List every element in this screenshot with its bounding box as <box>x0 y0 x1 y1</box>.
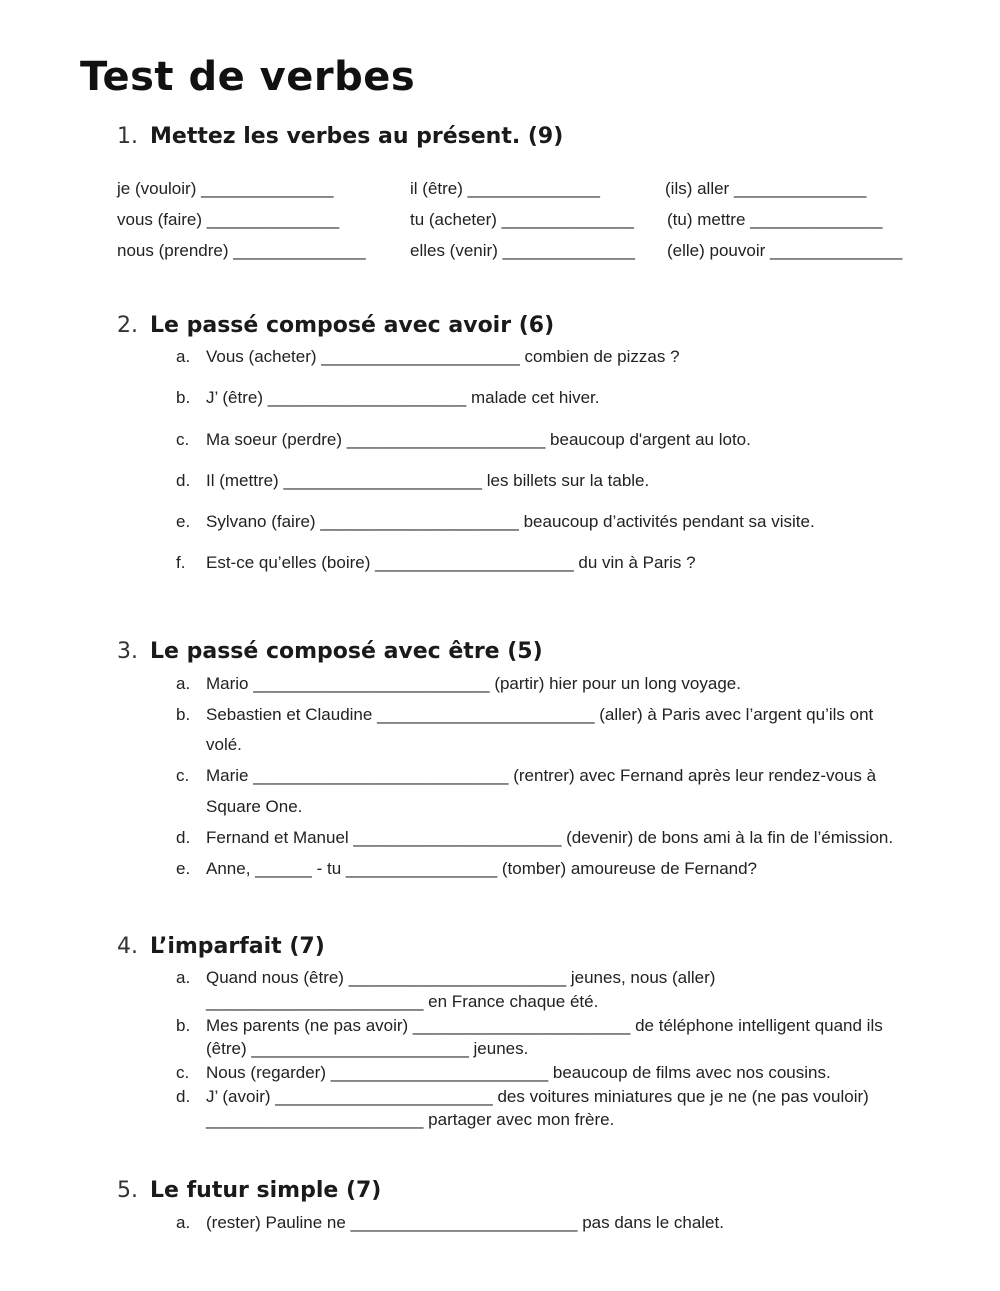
item-text: Anne, ______ - tu ________________ (tomber) amoureuse de Fernand? <box>206 859 758 878</box>
item-letter: a. <box>176 1213 191 1232</box>
item-text: Vous (acheter) _____________________ combien de pizzas ? <box>206 347 680 366</box>
exercise-1-item: (ils) aller ______________ <box>665 179 867 198</box>
item-letter: e. <box>176 859 191 878</box>
item-text: Mes parents (ne pas avoir) _______________________ de téléphone intelligent quand ils <box>206 1016 883 1035</box>
list-item <box>176 828 893 848</box>
section-number: 2. <box>117 313 138 338</box>
item-text: Quand nous (être) _______________________ jeunes, nous (aller) <box>206 968 716 987</box>
list-item <box>176 766 876 786</box>
item-letter: d. <box>176 471 191 490</box>
section-4-heading <box>117 934 325 959</box>
exercise-1-item: je (vouloir) ______________ <box>117 179 334 198</box>
section-number: 3. <box>117 639 138 664</box>
item-text: Il (mettre) _____________________ les billets sur la table. <box>206 471 650 490</box>
exercise-1-item: nous (prendre) ______________ <box>117 241 366 260</box>
exercise-1-item: elles (venir) ______________ <box>410 241 635 260</box>
item-text: Est-ce qu’elles (boire) _____________________ du vin à Paris ? <box>206 553 696 572</box>
item-letter: f. <box>176 553 186 572</box>
list-item <box>176 1213 724 1233</box>
exercise-1-item: vous (faire) ______________ <box>117 210 340 229</box>
item-letter: c. <box>176 430 190 449</box>
section-title: Le passé composé avec avoir (6) <box>150 313 555 338</box>
list-item <box>176 859 757 879</box>
exercise-1-item: (elle) pouvoir ______________ <box>667 241 903 260</box>
section-1-heading <box>117 124 563 149</box>
exercise-1-item: tu (acheter) ______________ <box>410 210 635 229</box>
list-item <box>176 1063 831 1083</box>
item-text: Sebastien et Claudine _______________________ (aller) à Paris avec l’argent qu’ils ont <box>206 705 874 724</box>
page-title: Test de verbes <box>80 54 416 100</box>
list-item <box>176 705 873 725</box>
exercise-1-item: (tu) mettre ______________ <box>667 210 883 229</box>
section-title: Le futur simple (7) <box>150 1178 382 1203</box>
item-letter: a. <box>176 347 191 366</box>
section-number: 5. <box>117 1178 138 1203</box>
list-item <box>176 430 751 450</box>
list-item <box>176 471 649 491</box>
list-item <box>176 347 680 367</box>
item-letter: b. <box>176 388 191 407</box>
list-item <box>176 968 715 988</box>
list-item <box>176 1016 883 1036</box>
item-text: J’ (avoir) _______________________ des voitures miniatures que je ne (ne pas vouloir) <box>206 1087 869 1106</box>
item-continuation: Square One. <box>206 797 303 816</box>
list-item <box>176 512 815 532</box>
list-item <box>176 674 741 694</box>
item-text: J’ (être) _____________________ malade cet hiver. <box>206 388 600 407</box>
item-continuation: volé. <box>206 735 242 754</box>
item-letter: b. <box>176 1016 191 1035</box>
section-number: 1. <box>117 124 138 149</box>
item-text: Mario _________________________ (partir) hier pour un long voyage. <box>206 674 741 693</box>
item-letter: c. <box>176 1063 190 1082</box>
item-text: Sylvano (faire) _____________________ beaucoup d’activités pendant sa visite. <box>206 512 815 531</box>
item-text: Marie ___________________________ (rentrer) avec Fernand après leur rendez-vous à <box>206 766 877 785</box>
list-item <box>176 388 600 408</box>
item-letter: a. <box>176 674 191 693</box>
section-3-heading <box>117 639 543 664</box>
section-title: Le passé composé avec être (5) <box>150 639 543 664</box>
item-letter: d. <box>176 1087 191 1106</box>
item-letter: c. <box>176 766 190 785</box>
item-letter: b. <box>176 705 191 724</box>
item-continuation: _______________________ en France chaque été. <box>206 992 599 1011</box>
section-2-heading <box>117 313 554 338</box>
section-5-heading <box>117 1178 381 1203</box>
item-text: Fernand et Manuel ______________________ (devenir) de bons ami à la fin de l’émission. <box>206 828 894 847</box>
section-title: L’imparfait (7) <box>150 934 325 959</box>
item-letter: e. <box>176 512 191 531</box>
item-continuation: (être) _______________________ jeunes. <box>206 1039 529 1058</box>
exercise-1-item: il (être) ______________ <box>410 179 600 198</box>
item-text: Ma soeur (perdre) _____________________ beaucoup d'argent au loto. <box>206 430 751 449</box>
item-continuation: _______________________ partager avec mon frère. <box>206 1110 615 1129</box>
section-number: 4. <box>117 934 138 959</box>
item-text: Nous (regarder) _______________________ beaucoup de films avec nos cousins. <box>206 1063 831 1082</box>
item-text: (rester) Pauline ne ________________________ pas dans le chalet. <box>206 1213 724 1232</box>
item-letter: a. <box>176 968 191 987</box>
section-title: Mettez les verbes au présent. (9) <box>150 124 564 149</box>
list-item <box>176 553 696 573</box>
item-letter: d. <box>176 828 191 847</box>
list-item <box>176 1087 869 1107</box>
